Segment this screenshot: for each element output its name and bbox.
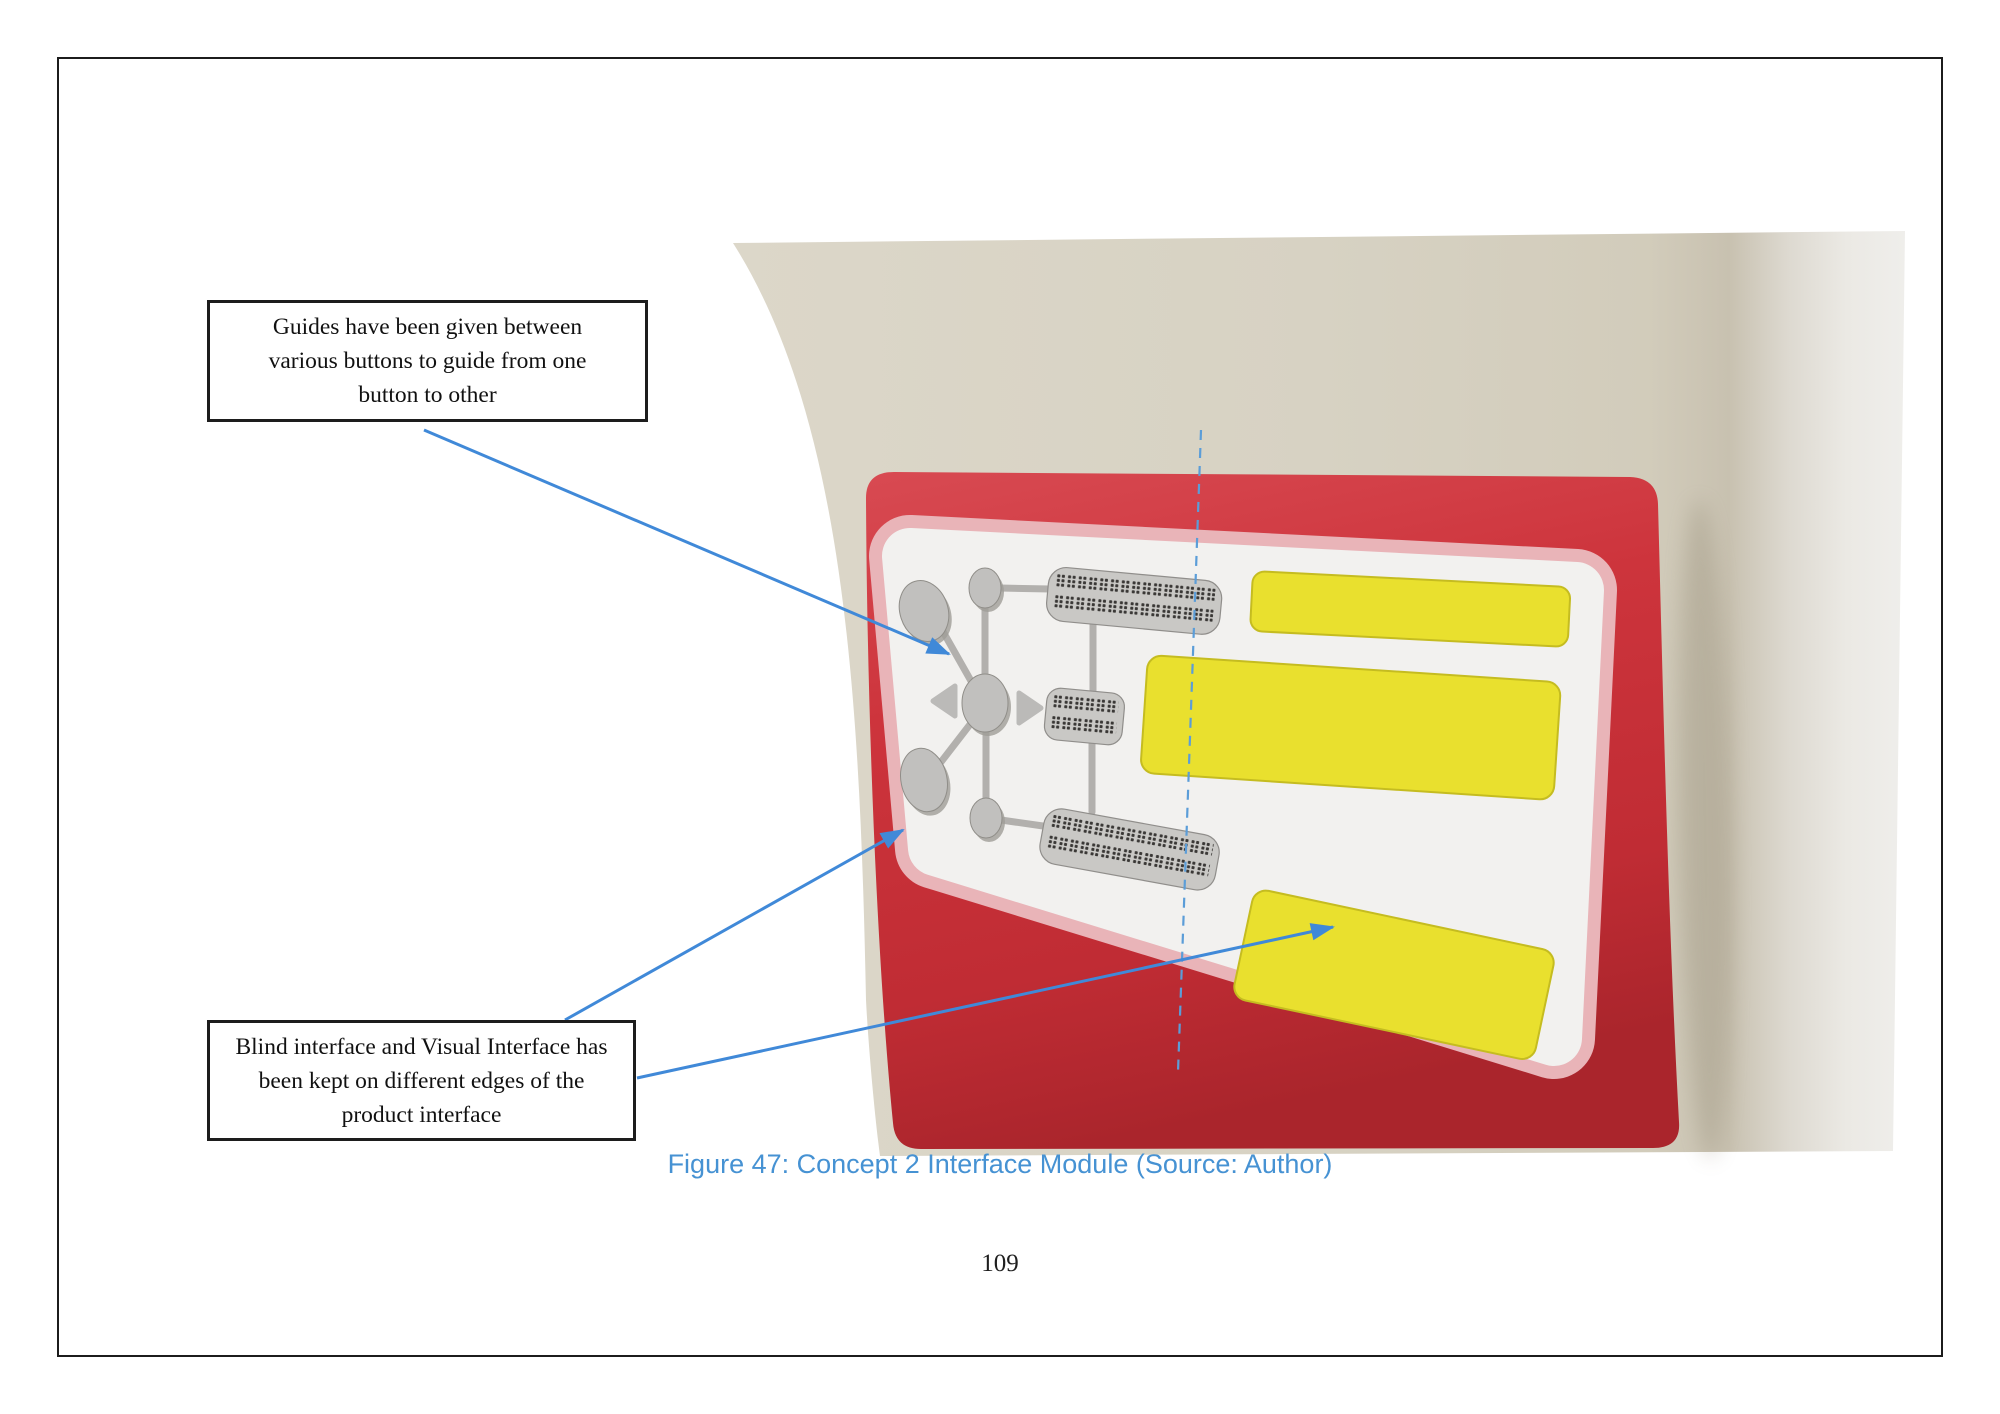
annotation-text-line: been kept on different edges of the (258, 1067, 585, 1094)
nav-button-down (970, 798, 1002, 838)
annotation-arrow-blind-edge (565, 830, 903, 1020)
annotation-text-line: various buttons to guide from one (268, 348, 587, 374)
annotation-text-line: Blind interface and Visual Interface has (235, 1033, 608, 1060)
nav-button-center (962, 674, 1008, 732)
guides-annotation-box (207, 300, 648, 422)
annotation-text-line: product interface (341, 1101, 502, 1128)
braille-strip-middle (1043, 687, 1125, 746)
figure-caption: Figure 47: Concept 2 Interface Module (Source: Author) (667, 1149, 1333, 1179)
annotation-text-line: button to other (358, 382, 497, 408)
annotation-text-line: Guides have been given between (272, 314, 583, 340)
placement-annotation-box (207, 1020, 636, 1141)
nav-button-up (969, 568, 1001, 608)
page-number: 109 (981, 1250, 1019, 1277)
